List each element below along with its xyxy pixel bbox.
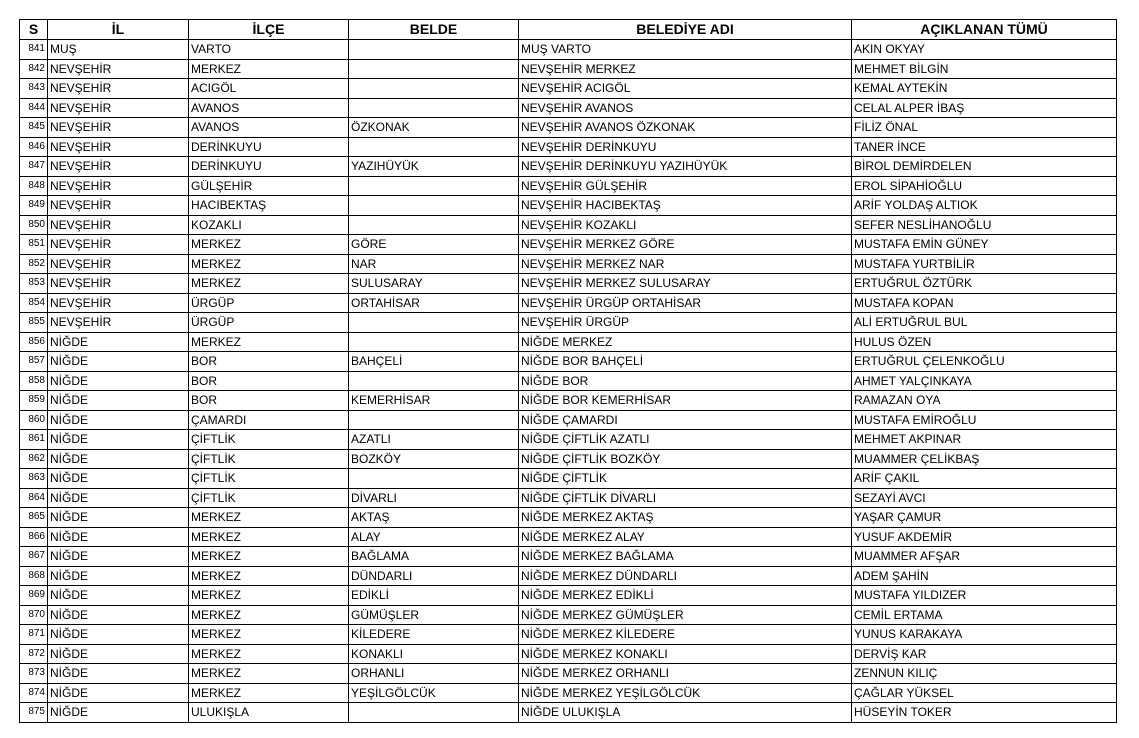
il-cell: NEVŞEHİR: [48, 157, 189, 177]
belde-cell: [349, 469, 519, 489]
aciklanan-cell: CELAL ALPER İBAŞ: [852, 98, 1117, 118]
belde-cell: EDİKLİ: [349, 586, 519, 606]
belediye-adi-cell: NEVŞEHİR ÜRGÜP: [519, 313, 852, 333]
belde-cell: [349, 371, 519, 391]
belediye-adi-cell: NEVŞEHİR MERKEZ GÖRE: [519, 235, 852, 255]
belediye-adi-cell: NİĞDE MERKEZ GÜMÜŞLER: [519, 605, 852, 625]
ilce-cell: DERİNKUYU: [189, 157, 349, 177]
aciklanan-cell: MUSTAFA EMİROĞLU: [852, 410, 1117, 430]
belediye-adi-cell: NİĞDE MERKEZ YEŞİLGÖLCÜK: [519, 683, 852, 703]
belde-cell: DÜNDARLI: [349, 566, 519, 586]
table-row: [20, 79, 1117, 99]
ilce-cell: ÇİFTLİK: [189, 488, 349, 508]
belde-cell: SULUSARAY: [349, 274, 519, 294]
belediye-adi-cell: NİĞDE MERKEZ DÜNDARLI: [519, 566, 852, 586]
belediye-adi-cell: NİĞDE MERKEZ: [519, 332, 852, 352]
belde-cell: [349, 215, 519, 235]
il-cell: NEVŞEHİR: [48, 79, 189, 99]
il-cell: NEVŞEHİR: [48, 215, 189, 235]
row-number: 855: [20, 313, 48, 333]
ilce-cell: MERKEZ: [189, 508, 349, 528]
belediye-adi-cell: NEVŞEHİR ÜRGÜP ORTAHİSAR: [519, 293, 852, 313]
row-number: 845: [20, 118, 48, 138]
belediye-adi-cell: NEVŞEHİR HACIBEKTAŞ: [519, 196, 852, 216]
aciklanan-cell: FİLİZ ÖNAL: [852, 118, 1117, 138]
table-row: [20, 508, 1117, 528]
belediye-adi-cell: NİĞDE ÇİFTLİK AZATLI: [519, 430, 852, 450]
row-number: 871: [20, 625, 48, 645]
row-number: 856: [20, 332, 48, 352]
ilce-cell: GÜLŞEHİR: [189, 176, 349, 196]
ilce-cell: MERKEZ: [189, 274, 349, 294]
il-cell: NEVŞEHİR: [48, 274, 189, 294]
table-row: [20, 605, 1117, 625]
aciklanan-cell: KEMAL AYTEKİN: [852, 79, 1117, 99]
table-row: [20, 449, 1117, 469]
row-number: 854: [20, 293, 48, 313]
belde-cell: ORHANLI: [349, 664, 519, 684]
il-cell: NİĞDE: [48, 371, 189, 391]
aciklanan-cell: MUAMMER ÇELİKBAŞ: [852, 449, 1117, 469]
ilce-cell: ÇİFTLİK: [189, 449, 349, 469]
ilce-cell: DERİNKUYU: [189, 137, 349, 157]
table-row: [20, 254, 1117, 274]
table-row: [20, 196, 1117, 216]
row-number: 842: [20, 59, 48, 79]
row-number: 867: [20, 547, 48, 567]
table-row: [20, 703, 1117, 723]
aciklanan-cell: EROL SİPAHİOĞLU: [852, 176, 1117, 196]
table-row: [20, 293, 1117, 313]
il-cell: NİĞDE: [48, 625, 189, 645]
aciklanan-cell: BİROL DEMİRDELEN: [852, 157, 1117, 177]
il-cell: NEVŞEHİR: [48, 196, 189, 216]
row-number: 866: [20, 527, 48, 547]
table-row: [20, 410, 1117, 430]
ilce-cell: BOR: [189, 391, 349, 411]
belediye-adi-cell: NİĞDE MERKEZ KONAKLI: [519, 644, 852, 664]
table-row: [20, 547, 1117, 567]
aciklanan-cell: DERVİŞ KAR: [852, 644, 1117, 664]
row-number: 864: [20, 488, 48, 508]
table-row: [20, 391, 1117, 411]
il-cell: NEVŞEHİR: [48, 293, 189, 313]
aciklanan-cell: HULUS ÖZEN: [852, 332, 1117, 352]
aciklanan-cell: TANER İNCE: [852, 137, 1117, 157]
row-number: 848: [20, 176, 48, 196]
header-il: İL: [48, 20, 189, 40]
row-number: 869: [20, 586, 48, 606]
belde-cell: [349, 313, 519, 333]
table-row: [20, 625, 1117, 645]
il-cell: NEVŞEHİR: [48, 176, 189, 196]
belediye-adi-cell: NİĞDE MERKEZ KİLEDERE: [519, 625, 852, 645]
belde-cell: BAHÇELİ: [349, 352, 519, 372]
belde-cell: GÜMÜŞLER: [349, 605, 519, 625]
belde-cell: [349, 196, 519, 216]
il-cell: NİĞDE: [48, 430, 189, 450]
belediye-adi-cell: NEVŞEHİR AVANOS ÖZKONAK: [519, 118, 852, 138]
belediye-adi-cell: NEVŞEHİR MERKEZ NAR: [519, 254, 852, 274]
aciklanan-cell: CEMİL ERTAMA: [852, 605, 1117, 625]
ilce-cell: ÇAMARDI: [189, 410, 349, 430]
aciklanan-cell: ERTUĞRUL ÖZTÜRK: [852, 274, 1117, 294]
table-row: [20, 235, 1117, 255]
il-cell: NEVŞEHİR: [48, 235, 189, 255]
il-cell: NİĞDE: [48, 508, 189, 528]
ilce-cell: HACIBEKTAŞ: [189, 196, 349, 216]
il-cell: NİĞDE: [48, 449, 189, 469]
il-cell: NİĞDE: [48, 391, 189, 411]
belde-cell: AZATLI: [349, 430, 519, 450]
il-cell: NEVŞEHİR: [48, 313, 189, 333]
il-cell: NİĞDE: [48, 664, 189, 684]
table-row: [20, 313, 1117, 333]
table-row: [20, 118, 1117, 138]
belediye-adi-cell: NİĞDE ÇAMARDI: [519, 410, 852, 430]
aciklanan-cell: ARİF ÇAKIL: [852, 469, 1117, 489]
il-cell: NİĞDE: [48, 644, 189, 664]
row-number: 844: [20, 98, 48, 118]
table-row: [20, 274, 1117, 294]
belde-cell: [349, 59, 519, 79]
aciklanan-cell: YUSUF AKDEMİR: [852, 527, 1117, 547]
belediye-adi-cell: NİĞDE MERKEZ EDİKLİ: [519, 586, 852, 606]
ilce-cell: BOR: [189, 352, 349, 372]
aciklanan-cell: RAMAZAN OYA: [852, 391, 1117, 411]
table-row: [20, 59, 1117, 79]
ilce-cell: MERKEZ: [189, 254, 349, 274]
table-row: [20, 527, 1117, 547]
table-row: [20, 469, 1117, 489]
aciklanan-cell: AKIN OKYAY: [852, 40, 1117, 60]
aciklanan-cell: MEHMET BİLGİN: [852, 59, 1117, 79]
aciklanan-cell: ÇAĞLAR YÜKSEL: [852, 683, 1117, 703]
belediye-adi-cell: NİĞDE MERKEZ ORHANLI: [519, 664, 852, 684]
ilce-cell: MERKEZ: [189, 586, 349, 606]
table-row: [20, 352, 1117, 372]
belde-cell: [349, 332, 519, 352]
belediye-adi-cell: NİĞDE MERKEZ BAĞLAMA: [519, 547, 852, 567]
table-row: [20, 215, 1117, 235]
il-cell: NEVŞEHİR: [48, 254, 189, 274]
table-row: [20, 137, 1117, 157]
il-cell: NİĞDE: [48, 469, 189, 489]
il-cell: NİĞDE: [48, 527, 189, 547]
belediye-adi-cell: NEVŞEHİR DERİNKUYU YAZIHÜYÜK: [519, 157, 852, 177]
ilce-cell: AVANOS: [189, 118, 349, 138]
table-row: [20, 98, 1117, 118]
row-number: 857: [20, 352, 48, 372]
il-cell: NİĞDE: [48, 547, 189, 567]
belde-cell: KİLEDERE: [349, 625, 519, 645]
ilce-cell: ÜRGÜP: [189, 293, 349, 313]
belediye-adi-cell: NİĞDE MERKEZ ALAY: [519, 527, 852, 547]
row-number: 865: [20, 508, 48, 528]
row-number: 852: [20, 254, 48, 274]
header-aciklanan-tumu: AÇIKLANAN TÜMÜ: [852, 20, 1117, 40]
row-number: 873: [20, 664, 48, 684]
il-cell: NİĞDE: [48, 566, 189, 586]
belediye-adi-cell: NİĞDE ÇİFTLİK BOZKÖY: [519, 449, 852, 469]
il-cell: NİĞDE: [48, 410, 189, 430]
ilce-cell: MERKEZ: [189, 683, 349, 703]
header-belde: BELDE: [349, 20, 519, 40]
row-number: 859: [20, 391, 48, 411]
row-number: 861: [20, 430, 48, 450]
ilce-cell: MERKEZ: [189, 605, 349, 625]
belde-cell: ORTAHİSAR: [349, 293, 519, 313]
belde-cell: ÖZKONAK: [349, 118, 519, 138]
il-cell: NİĞDE: [48, 605, 189, 625]
ilce-cell: MERKEZ: [189, 332, 349, 352]
belde-cell: [349, 176, 519, 196]
belde-cell: KEMERHİSAR: [349, 391, 519, 411]
header-ilce: İLÇE: [189, 20, 349, 40]
ilce-cell: MERKEZ: [189, 527, 349, 547]
ilce-cell: MERKEZ: [189, 566, 349, 586]
aciklanan-cell: ARİF YOLDAŞ ALTIOK: [852, 196, 1117, 216]
belediye-adi-cell: NİĞDE ÇİFTLİK DİVARLI: [519, 488, 852, 508]
belediye-adi-cell: NİĞDE BOR KEMERHİSAR: [519, 391, 852, 411]
row-number: 868: [20, 566, 48, 586]
il-cell: NEVŞEHİR: [48, 118, 189, 138]
ilce-cell: VARTO: [189, 40, 349, 60]
ilce-cell: MERKEZ: [189, 547, 349, 567]
belediye-adi-cell: NEVŞEHİR AVANOS: [519, 98, 852, 118]
aciklanan-cell: YUNUS KARAKAYA: [852, 625, 1117, 645]
aciklanan-cell: MUSTAFA YILDIZER: [852, 586, 1117, 606]
aciklanan-cell: ADEM ŞAHİN: [852, 566, 1117, 586]
belediye-adi-cell: NEVŞEHİR KOZAKLI: [519, 215, 852, 235]
belde-cell: [349, 98, 519, 118]
row-number: 853: [20, 274, 48, 294]
aciklanan-cell: ALİ ERTUĞRUL BUL: [852, 313, 1117, 333]
belediye-adi-cell: NEVŞEHİR ACIGÖL: [519, 79, 852, 99]
belde-cell: DİVARLI: [349, 488, 519, 508]
aciklanan-cell: MUSTAFA YURTBİLİR: [852, 254, 1117, 274]
row-number: 858: [20, 371, 48, 391]
belde-cell: YAZIHÜYÜK: [349, 157, 519, 177]
belde-cell: BAĞLAMA: [349, 547, 519, 567]
aciklanan-cell: MEHMET AKPINAR: [852, 430, 1117, 450]
il-cell: NİĞDE: [48, 332, 189, 352]
row-number: 841: [20, 40, 48, 60]
belediye-adi-cell: NİĞDE MERKEZ AKTAŞ: [519, 508, 852, 528]
table-row: [20, 40, 1117, 60]
ilce-cell: MERKEZ: [189, 644, 349, 664]
aciklanan-cell: YAŞAR ÇAMUR: [852, 508, 1117, 528]
row-number: 870: [20, 605, 48, 625]
header-s: S: [20, 20, 48, 40]
table-row: [20, 157, 1117, 177]
aciklanan-cell: SEFER NESLİHANOĞLU: [852, 215, 1117, 235]
il-cell: NİĞDE: [48, 586, 189, 606]
il-cell: NİĞDE: [48, 703, 189, 723]
il-cell: NİĞDE: [48, 683, 189, 703]
ilce-cell: ULUKIŞLA: [189, 703, 349, 723]
belde-cell: [349, 137, 519, 157]
row-number: 843: [20, 79, 48, 99]
belediye-adi-cell: NEVŞEHİR MERKEZ: [519, 59, 852, 79]
belediye-adi-cell: MUŞ VARTO: [519, 40, 852, 60]
row-number: 875: [20, 703, 48, 723]
row-number: 874: [20, 683, 48, 703]
belde-cell: BOZKÖY: [349, 449, 519, 469]
belde-cell: YEŞİLGÖLCÜK: [349, 683, 519, 703]
ilce-cell: KOZAKLI: [189, 215, 349, 235]
row-number: 860: [20, 410, 48, 430]
belediye-adi-cell: NEVŞEHİR GÜLŞEHİR: [519, 176, 852, 196]
belde-cell: NAR: [349, 254, 519, 274]
table-row: [20, 332, 1117, 352]
results-table: [19, 19, 1117, 723]
table-row: [20, 586, 1117, 606]
belde-cell: [349, 703, 519, 723]
il-cell: NEVŞEHİR: [48, 137, 189, 157]
row-number: 846: [20, 137, 48, 157]
ilce-cell: MERKEZ: [189, 59, 349, 79]
row-number: 850: [20, 215, 48, 235]
table-row: [20, 644, 1117, 664]
belde-cell: [349, 40, 519, 60]
ilce-cell: AVANOS: [189, 98, 349, 118]
table-row: [20, 664, 1117, 684]
aciklanan-cell: SEZAYİ AVCI: [852, 488, 1117, 508]
table-row: [20, 488, 1117, 508]
belde-cell: [349, 410, 519, 430]
ilce-cell: MERKEZ: [189, 625, 349, 645]
row-number: 851: [20, 235, 48, 255]
belediye-adi-cell: NİĞDE ÇİFTLİK: [519, 469, 852, 489]
row-number: 872: [20, 644, 48, 664]
il-cell: MUŞ: [48, 40, 189, 60]
aciklanan-cell: HÜSEYİN TOKER: [852, 703, 1117, 723]
row-number: 863: [20, 469, 48, 489]
belde-cell: [349, 79, 519, 99]
ilce-cell: ÇİFTLİK: [189, 430, 349, 450]
table-row: [20, 371, 1117, 391]
table-row: [20, 683, 1117, 703]
ilce-cell: ÇİFTLİK: [189, 469, 349, 489]
il-cell: NİĞDE: [48, 488, 189, 508]
ilce-cell: ÜRGÜP: [189, 313, 349, 333]
aciklanan-cell: ZENNUN KILIÇ: [852, 664, 1117, 684]
row-number: 862: [20, 449, 48, 469]
aciklanan-cell: MUSTAFA KOPAN: [852, 293, 1117, 313]
ilce-cell: ACIGÖL: [189, 79, 349, 99]
row-number: 847: [20, 157, 48, 177]
header-row: [20, 20, 1117, 40]
aciklanan-cell: MUSTAFA EMİN GÜNEY: [852, 235, 1117, 255]
belediye-adi-cell: NİĞDE ULUKIŞLA: [519, 703, 852, 723]
ilce-cell: MERKEZ: [189, 664, 349, 684]
aciklanan-cell: MUAMMER AFŞAR: [852, 547, 1117, 567]
belde-cell: GÖRE: [349, 235, 519, 255]
aciklanan-cell: AHMET YALÇINKAYA: [852, 371, 1117, 391]
il-cell: NİĞDE: [48, 352, 189, 372]
il-cell: NEVŞEHİR: [48, 59, 189, 79]
row-number: 849: [20, 196, 48, 216]
aciklanan-cell: ERTUĞRUL ÇELENKOĞLU: [852, 352, 1117, 372]
belediye-adi-cell: NİĞDE BOR: [519, 371, 852, 391]
ilce-cell: BOR: [189, 371, 349, 391]
belde-cell: AKTAŞ: [349, 508, 519, 528]
header-belediye-adi: BELEDİYE ADI: [519, 20, 852, 40]
belediye-adi-cell: NİĞDE BOR BAHÇELİ: [519, 352, 852, 372]
belde-cell: ALAY: [349, 527, 519, 547]
table-row: [20, 176, 1117, 196]
belde-cell: KONAKLI: [349, 644, 519, 664]
table-row: [20, 566, 1117, 586]
table-row: [20, 430, 1117, 450]
ilce-cell: MERKEZ: [189, 235, 349, 255]
belediye-adi-cell: NEVŞEHİR MERKEZ SULUSARAY: [519, 274, 852, 294]
il-cell: NEVŞEHİR: [48, 98, 189, 118]
belediye-adi-cell: NEVŞEHİR DERİNKUYU: [519, 137, 852, 157]
